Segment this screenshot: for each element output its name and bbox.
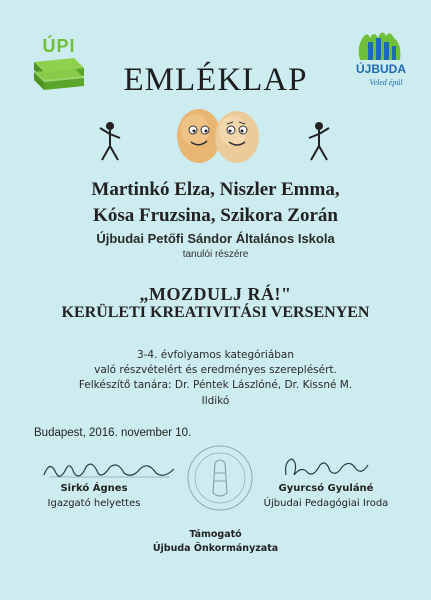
description-line: Felkészítő tanára: Dr. Péntek Lászlóné, Dr. Kissné M. <box>78 379 353 391</box>
recipient-names-line2: Kósa Fruzsina, Szikora Zorán <box>93 205 338 226</box>
ujbuda-logo-tagline: Veled épül <box>369 78 403 87</box>
recipient-names-line1: Martinkó Elza, Niszler Emma, <box>91 179 340 200</box>
signatory-left-role: Igazgató helyettes <box>47 498 141 509</box>
description-line: Ildikó <box>201 395 230 407</box>
school-name: Újbudai Petőfi Sándor Általános Iskola <box>96 231 335 246</box>
signatory-left-name: Sirkó Ágnes <box>60 483 128 494</box>
signature-right <box>280 453 370 483</box>
signatory-right-role: Újbudai Pedagógiai Iroda <box>263 498 389 509</box>
signatory-right-name: Gyurcsó Gyuláné <box>278 483 374 494</box>
ujbuda-logo-name: ÚJBUDA <box>355 62 406 76</box>
contest-subtitle: KERÜLETI KREATIVITÁSI VERSENYEN <box>61 304 370 321</box>
issue-date: Budapest, 2016. november 10. <box>34 427 192 439</box>
stick-figure-right-icon <box>307 120 331 162</box>
page-title: EMLÉKLAP <box>123 62 308 98</box>
description-line: való részvételért és eredményes szereplésért. <box>94 364 337 376</box>
support-label: Támogató <box>189 529 242 540</box>
eggs-illustration <box>165 104 269 166</box>
description-line: 3-4. évfolyamos kategóriában <box>136 349 295 361</box>
official-stamp <box>185 443 255 513</box>
upi-logo-text: ÚPI <box>42 36 76 56</box>
signature-left <box>40 455 180 485</box>
recipient-note: tanulói részére <box>182 249 249 260</box>
contest-title: „MOZDULJ RÁ!" <box>139 284 292 304</box>
stick-figure-left-icon <box>98 120 122 162</box>
support-organization: Újbuda Önkormányzata <box>152 543 279 554</box>
